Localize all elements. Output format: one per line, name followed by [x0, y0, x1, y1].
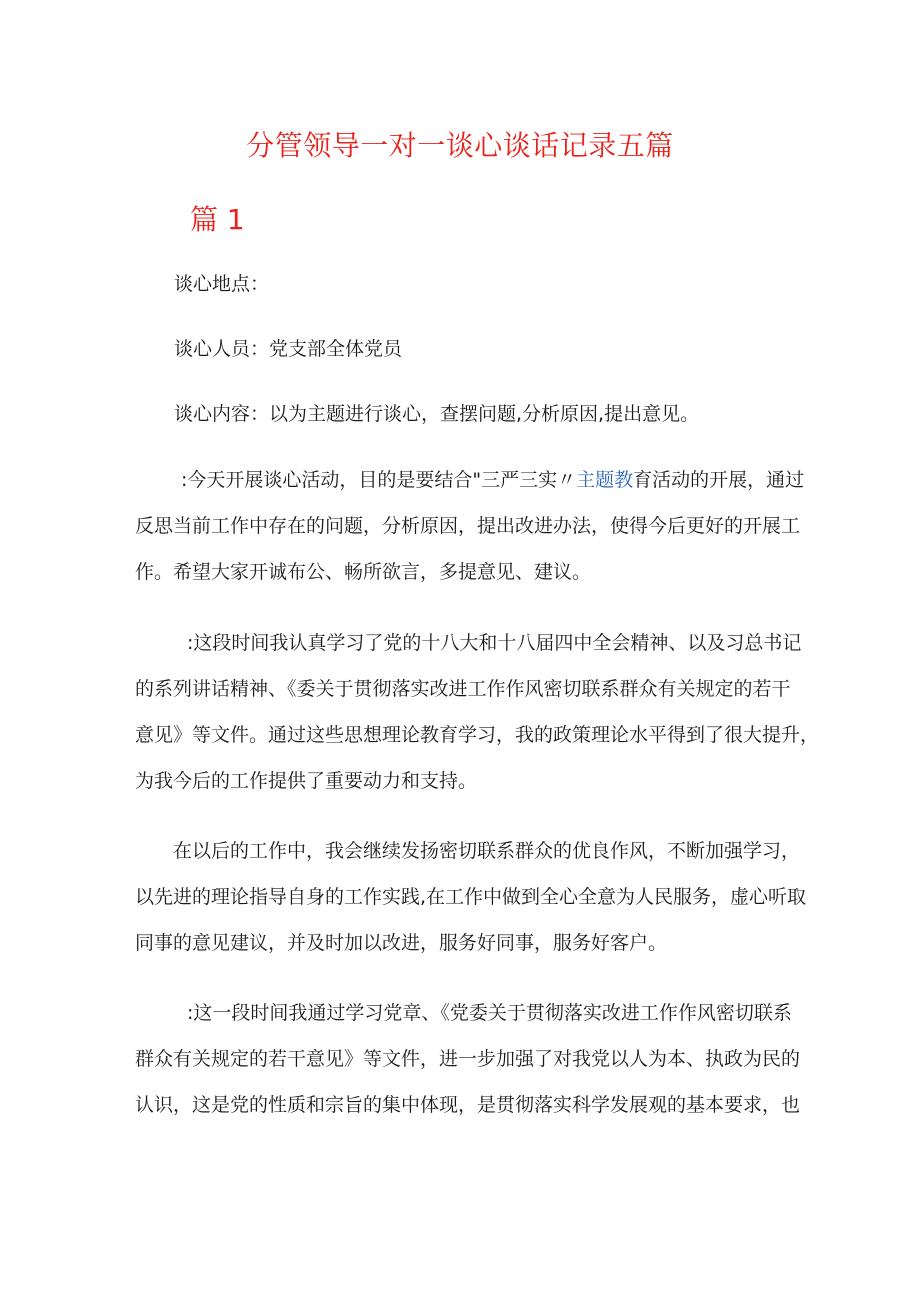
- field-participants: 谈心人员：党支部全体党员: [174, 338, 403, 360]
- paragraph-line: 同事的意见建议，并及时加以改进，服务好同事，服务好客户。: [135, 932, 668, 954]
- paragraph-line: 作。希望大家开诚布公、畅所欲言，多提意见、建议。: [135, 561, 592, 583]
- paragraph-line: 在以后的工作中，我会继续发扬密切联系群众的优良作风，不断加强学习，: [173, 840, 801, 862]
- section-heading: 篇 1: [190, 203, 245, 236]
- field-location: 谈心地点：: [174, 273, 270, 295]
- paragraph-4: [135, 990, 801, 1128]
- paragraph-line: :这一段时间我通过学习党章、《党委关于贯彻落实改进工作作风密切联系: [187, 1002, 792, 1024]
- paragraph-line: 以先进的理论指导自身的工作实践,在工作中做到全心全意为人民服务，虚心听取: [135, 886, 807, 908]
- paragraph-line: 反思当前工作中存在的问题，分析原因，提出改进办法，使得今后更好的开展工: [135, 515, 801, 537]
- paragraph-2: [135, 620, 820, 804]
- paragraph-1: [135, 457, 805, 595]
- document-title: 分管领导一对一谈心谈话记录五篇: [246, 129, 674, 162]
- paragraph-line: 意见》等文件。通过这些思想理论教育学习，我的政策理论水平得到了很大提升，: [135, 724, 820, 746]
- theme-education-link[interactable]: 主题教: [576, 469, 634, 491]
- paragraph-line: 群众有关规定的若干意见》等文件，进一步加强了对我党以人为本、执政为民的: [135, 1048, 801, 1070]
- paragraph-3: [135, 828, 807, 966]
- paragraph-line: 为我今后的工作提供了重要动力和支持。: [135, 770, 478, 792]
- paragraph-line: :今天开展谈心活动，目的是要结合"三严三实〃主题教育活动的开展，通过: [181, 469, 805, 491]
- paragraph-line: 的系列讲话精神、《委关于贯彻落实改进工作作风密切联系群众有关规定的若干: [135, 678, 791, 700]
- field-content: 谈心内容：以为主题进行谈心，查摆问题,分析原因,提出意见。: [174, 403, 700, 425]
- paragraph-line: :这段时间我认真学习了党的十八大和十八届四中全会精神、以及习总书记: [187, 632, 802, 654]
- paragraph-line: 认识，这是党的性质和宗旨的集中体现，是贯彻落实科学发展观的基本要求，也: [135, 1094, 801, 1116]
